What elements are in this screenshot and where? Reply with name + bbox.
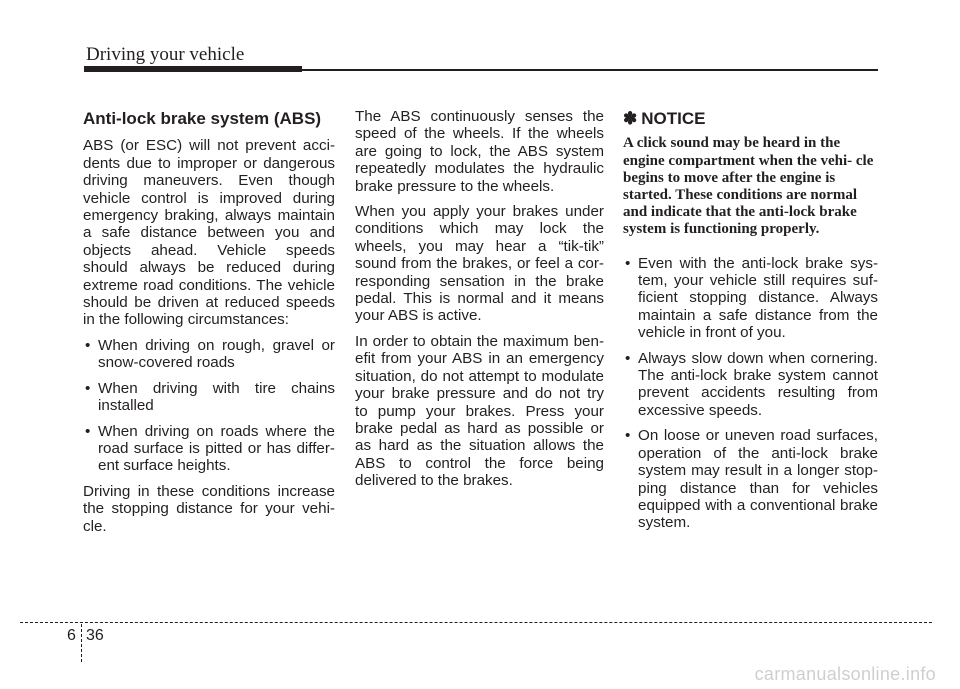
page-number: 36 bbox=[86, 627, 104, 644]
notice-text: A click sound may be heard in the engine compartment when the vehi- cle begins to move after the engine is started. These conditions are normal and indicate that the anti-lock brake system is functioning properly. bbox=[623, 135, 874, 238]
list-item: • When driving on roads where the road surface is pitted or has differ- ent surface heights. bbox=[85, 422, 335, 475]
body-paragraph: When you apply your brakes under conditions which may lock the wheels, you may hear a “tik-tik” sound from the brakes, or feel a cor- responding sensation in the brake pedal. This is normal and it means your ABS is active. bbox=[355, 203, 604, 325]
body-paragraph: The ABS continuously senses the speed of the wheels. If the wheels are going to lock, the ABS system repeatedly modulates the hydraulic brake pressure to the wheels. bbox=[355, 108, 604, 195]
intro-paragraph: ABS (or ESC) will not prevent acci- dents due to improper or dangerous driving maneuvers. Even though vehicle control is improved during emergency braking, always maintain a safe distance between you and objects ahead. Vehicle speeds should always be reduced during extreme road conditions. The vehicle should be driven at reduced speeds in the following circumstances: bbox=[83, 137, 335, 329]
column-right bbox=[623, 110, 878, 540]
page-number-divider bbox=[81, 624, 82, 662]
chapter-number: 6 bbox=[67, 627, 76, 644]
notice-label: NOTICE bbox=[641, 109, 706, 128]
column-left bbox=[83, 110, 335, 543]
notice-list bbox=[623, 255, 878, 532]
bullet-icon: • bbox=[85, 336, 91, 354]
bullet-icon: • bbox=[625, 427, 631, 445]
body-paragraph: In order to obtain the maximum ben- efit from your ABS in an emergency situation, do not attempt to modulate your brake pressure and do not try to pump your brakes. Press your brake pedal as hard as possible or as hard as the situation allows the ABS to control the force being delivered to the brakes. bbox=[355, 332, 604, 490]
list-item: • On loose or uneven road surfaces, operation of the anti-lock brake system may result in a longer stop- ping distance than for vehicles equipped with a conventional brake system. bbox=[625, 427, 878, 532]
header-rule-thick bbox=[84, 66, 302, 72]
list-item: • When driving with tire chains installed bbox=[85, 379, 335, 415]
section-heading: Anti-lock brake system (ABS) bbox=[83, 109, 322, 128]
list-item: • Even with the anti-lock brake sys- tem, your vehicle still requires suf- ficient stopping distance. Always maintain a safe distance from the vehicle in front of you. bbox=[625, 254, 878, 342]
conditions-list bbox=[83, 337, 335, 475]
bullet-icon: • bbox=[625, 254, 631, 272]
header-rule-thin bbox=[302, 69, 878, 71]
watermark: carmanualsonline.info bbox=[754, 664, 936, 684]
bullet-icon: • bbox=[85, 422, 91, 440]
closing-paragraph: Driving in these conditions increase the stopping distance for your vehi- cle. bbox=[83, 482, 335, 535]
list-item: • When driving on rough, gravel or snow-covered roads bbox=[85, 336, 335, 372]
bullet-icon: • bbox=[625, 349, 631, 367]
bullet-icon: • bbox=[85, 379, 91, 397]
footer-dashed-rule bbox=[20, 622, 932, 623]
column-middle bbox=[355, 108, 604, 498]
notice-heading bbox=[623, 110, 878, 127]
asterisk-icon: ✽ bbox=[623, 109, 638, 128]
running-header: Driving your vehicle bbox=[86, 44, 245, 65]
list-item: • Always slow down when cornering. The anti-lock brake system cannot prevent accidents resulting from excessive speeds. bbox=[625, 349, 878, 419]
